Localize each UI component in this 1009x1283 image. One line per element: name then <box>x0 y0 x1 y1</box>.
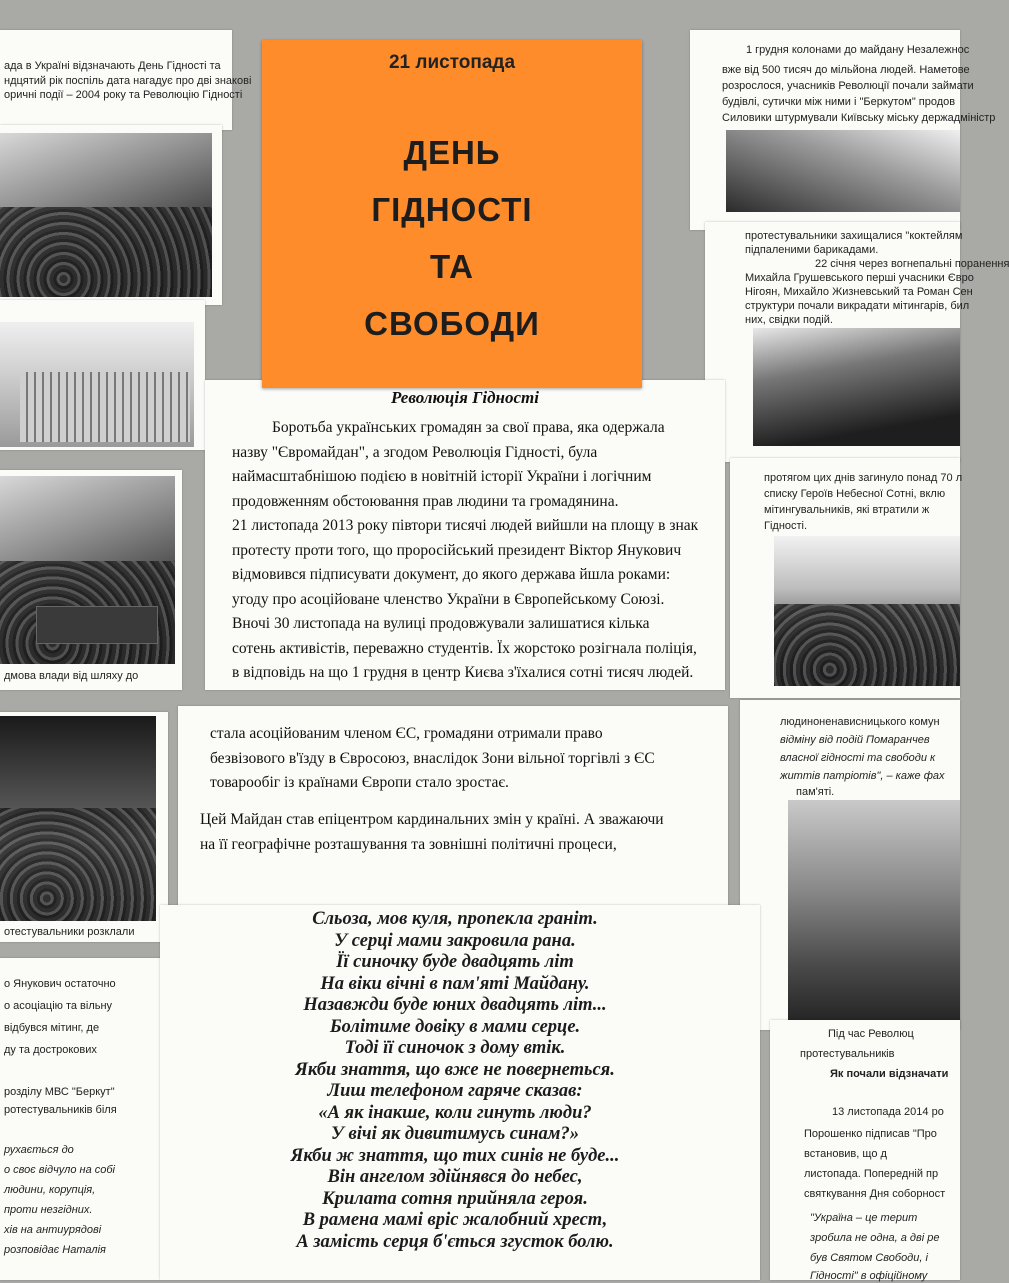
right-line: 13 листопада 2014 ро <box>832 1106 944 1118</box>
text-line: товарообіг із країнами Європи стало зростає. <box>210 774 509 791</box>
right-line: підпаленими барикадами. <box>745 244 879 256</box>
left-line: проти незгідних. <box>4 1204 93 1216</box>
left-line: відбувся мітинг, де <box>4 1022 100 1034</box>
smoke-flag-photo <box>726 130 960 212</box>
poem-line: Лиш телефоном гаряче сказав: <box>327 1081 583 1101</box>
right-line: будівлі, сутички між ними і "Беркутом" продов <box>722 96 956 108</box>
right-article-bottom <box>770 1020 960 1280</box>
main-article-sheet <box>205 380 725 690</box>
text-line: назву "Євромайдан", а згодом Революція Гідності, була <box>232 443 598 461</box>
right-line: Михайла Грушевського перші учасники Євро <box>745 272 974 284</box>
article-paragraph-3 <box>210 722 715 796</box>
right-line: святкування Дня соборност <box>804 1188 946 1200</box>
memorial-flowers-photo <box>788 800 960 1020</box>
text-line: наймасштабнішою подією в новітній історії України і логічним <box>232 468 652 485</box>
poem-line: У вічі як дивитимусь синам?» <box>331 1124 579 1144</box>
article-paragraph-4 <box>200 808 720 857</box>
right-line: листопада. Попередній пр <box>804 1168 939 1180</box>
right-line: вже від 500 тисяч до мільйона людей. Наметове <box>722 64 970 76</box>
left-line: хів на антиурядові <box>4 1224 102 1236</box>
text-line: в відповідь на що 1 грудня в центр Києва з'їхалися сотні тисяч людей. <box>232 664 694 681</box>
left-line: о своє відчуло на собі <box>4 1164 115 1176</box>
poem-line: Сльоза, мов куля, пропекла граніт. <box>312 909 598 929</box>
left-photo-frame-3 <box>0 470 182 690</box>
text-line: Боротьба українських громадян за свої права, яка одержала <box>272 419 665 436</box>
right-line: був Святом Свободи, і <box>810 1252 928 1264</box>
text-line: Цей Майдан став епіцентром кардинальних змін у країні. А зважаючи <box>200 811 664 828</box>
text-line: протесту проти того, що проросійський президент Віктор Янукович <box>232 541 682 559</box>
right-line: відміну від подій Помаранчев <box>780 734 930 746</box>
text-line: на її географічне розташування та зовнішні політичні процеси, <box>200 835 617 853</box>
building-photo <box>0 322 194 447</box>
right-line: пам'яті. <box>796 786 835 798</box>
left-line: рухається до <box>4 1144 74 1156</box>
square-aerial-photo <box>774 536 960 686</box>
poem-line: А замість серця б'ється згусток болю. <box>296 1231 614 1252</box>
poem-line: Її синочку буде двадцять літ <box>336 952 574 972</box>
left-line: ада в Україні відзначають День Гідності та <box>4 60 221 72</box>
right-line: Порошенко підписав "Про <box>804 1128 937 1140</box>
left-article-top <box>0 30 252 130</box>
right-line: протестувальники захищалися "коктейлям <box>745 230 963 242</box>
poem <box>160 909 750 1253</box>
right-line: них, свідки подій. <box>745 314 833 326</box>
right-line: життів патріотів", – каже фах <box>780 770 945 782</box>
continuation-sheet <box>178 706 728 906</box>
left-line: о асоціацію та вільну <box>4 1000 113 1012</box>
poem-line: У серці мами закровила рана. <box>334 930 576 951</box>
left-line: ндцятий рік поспіль дата нагадує про дві знакові <box>4 75 252 87</box>
poem-line: Болітиме довіку в мами серце. <box>329 1016 581 1037</box>
text-line: Вночі 30 листопада на вулиці продовжували залишатися кілька <box>232 615 650 632</box>
right-line: "Україна – це терит <box>810 1212 918 1224</box>
right-article-mid1 <box>705 222 1009 462</box>
article-subtitle: Революція Гідності <box>391 388 539 407</box>
left-photo-frame-4 <box>0 712 168 942</box>
text-line: 21 листопада 2013 року півтори тисячі людей вийшли на площу в знак <box>232 517 699 534</box>
right-line: Гідності. <box>764 520 808 532</box>
left-photo-frame-1 <box>0 125 222 305</box>
title-line: ТА <box>430 248 474 285</box>
poem-line: Якби ж знаття, що тих синів не буде... <box>290 1145 620 1166</box>
poem-line: На віки вічні в пам'яті Майдану. <box>320 973 590 994</box>
left-line: розповідає Наталія <box>4 1244 106 1256</box>
left-line: людини, корупція, <box>4 1184 96 1196</box>
eu-flag-shape <box>36 606 158 644</box>
right-line: розрослося, учасників Революції почали займати <box>722 80 974 92</box>
poem-line: Крилата сотня прийняла героя. <box>322 1188 588 1209</box>
right-line: встановив, що д <box>804 1148 887 1160</box>
flags-rally-photo <box>0 476 175 664</box>
left-line: розділу МВС "Беркут" <box>4 1086 115 1098</box>
right-line: структури почали викрадати мітингарів, бил <box>745 300 970 312</box>
title-line: СВОБОДИ <box>364 305 540 342</box>
article-paragraph-1 <box>232 416 708 514</box>
text-line: стала асоційованим членом ЄС, громадяни отримали право <box>210 725 603 742</box>
right-line: протестувальників <box>800 1048 895 1060</box>
right-line: Силовики штурмували Київську міську держадміністр <box>722 112 996 124</box>
left-line: ду та дострокових <box>4 1044 97 1056</box>
text-line: сотень активістів, переважно студентів. Їх жорстоко розігнала поліція, <box>232 639 697 657</box>
right-line: Гідності" в офіційному <box>810 1270 928 1282</box>
left-line: ротестувальників біля <box>4 1104 117 1116</box>
right-line: Нігоян, Михайло Жизневський та Роман Сен <box>745 286 973 298</box>
text-line: продовженням обстоювання прав людини та громадянина. <box>232 492 619 510</box>
poem-line: «А як інакше, коли гинуть люди? <box>318 1102 592 1123</box>
right-line: списку Героїв Небесної Сотні, вклю <box>764 488 946 500</box>
right-article-mid2 <box>730 458 963 698</box>
poem-sheet <box>160 905 760 1280</box>
left-line: о Янукович остаточно <box>4 978 116 990</box>
caption: дмова влади від шляху до <box>4 670 139 682</box>
crowd-shape <box>0 207 212 297</box>
protest-photo <box>0 133 212 297</box>
text-line: угоду про асоційоване членство України в Європейському Союзі. <box>232 590 665 608</box>
poster-date: 21 листопада <box>388 52 516 73</box>
right-line: власної гідності та свободи к <box>780 752 936 764</box>
right-line: людиноненависницького комун <box>780 716 940 728</box>
right-line: 22 січня через вогнепальні поранення <box>815 258 1009 270</box>
right-line: 1 грудня колонами до майдану Незалежнос <box>746 44 970 56</box>
right-line: протягом цих днів загинуло понад 70 л <box>764 472 963 484</box>
left-photo-frame-2 <box>0 300 205 450</box>
title-card <box>262 40 642 388</box>
left-article-bottom <box>0 958 160 1280</box>
poster-title <box>262 124 642 352</box>
right-article-top <box>690 30 996 230</box>
text-line: відмовився підписувати документ, до якого держава йшла роками: <box>232 566 671 583</box>
crowd-shape <box>0 808 156 921</box>
molotov-fire-photo <box>753 328 960 446</box>
poem-line: Він ангелом здійнявся до небес, <box>327 1167 583 1187</box>
poem-line: В рамена мамі вріс жалобний хрест, <box>302 1210 608 1230</box>
building-shape <box>20 372 190 442</box>
left-line: оричні події – 2004 року та Революцію Гідності <box>4 89 243 101</box>
title-line: ДЕНЬ <box>403 134 501 171</box>
right-article-mid3 <box>740 700 960 1030</box>
poem-line: Назавжди буде юних двадцять літ... <box>303 995 607 1015</box>
right-heading: Як почали відзначати <box>830 1068 949 1080</box>
tents-night-photo <box>0 716 156 921</box>
title-line: ГІДНОСТІ <box>371 191 533 228</box>
right-line: Під час Революц <box>828 1028 914 1040</box>
article-paragraph-2 <box>232 514 714 686</box>
right-line: зробила не одна, а дві ре <box>810 1232 940 1244</box>
crowd-shape <box>774 604 960 687</box>
right-line: мітингувальників, які втратили ж <box>764 504 930 516</box>
text-line: безвізового в'їзду в Євросоюз, внаслідок Зони вільної торгівлі з ЄС <box>210 749 655 767</box>
poem-line: Тоді її синочок з дому втік. <box>344 1038 566 1058</box>
poem-line: Якби знаття, що вже не повернеться. <box>295 1059 615 1080</box>
caption: отестувальники розклали <box>4 926 135 938</box>
